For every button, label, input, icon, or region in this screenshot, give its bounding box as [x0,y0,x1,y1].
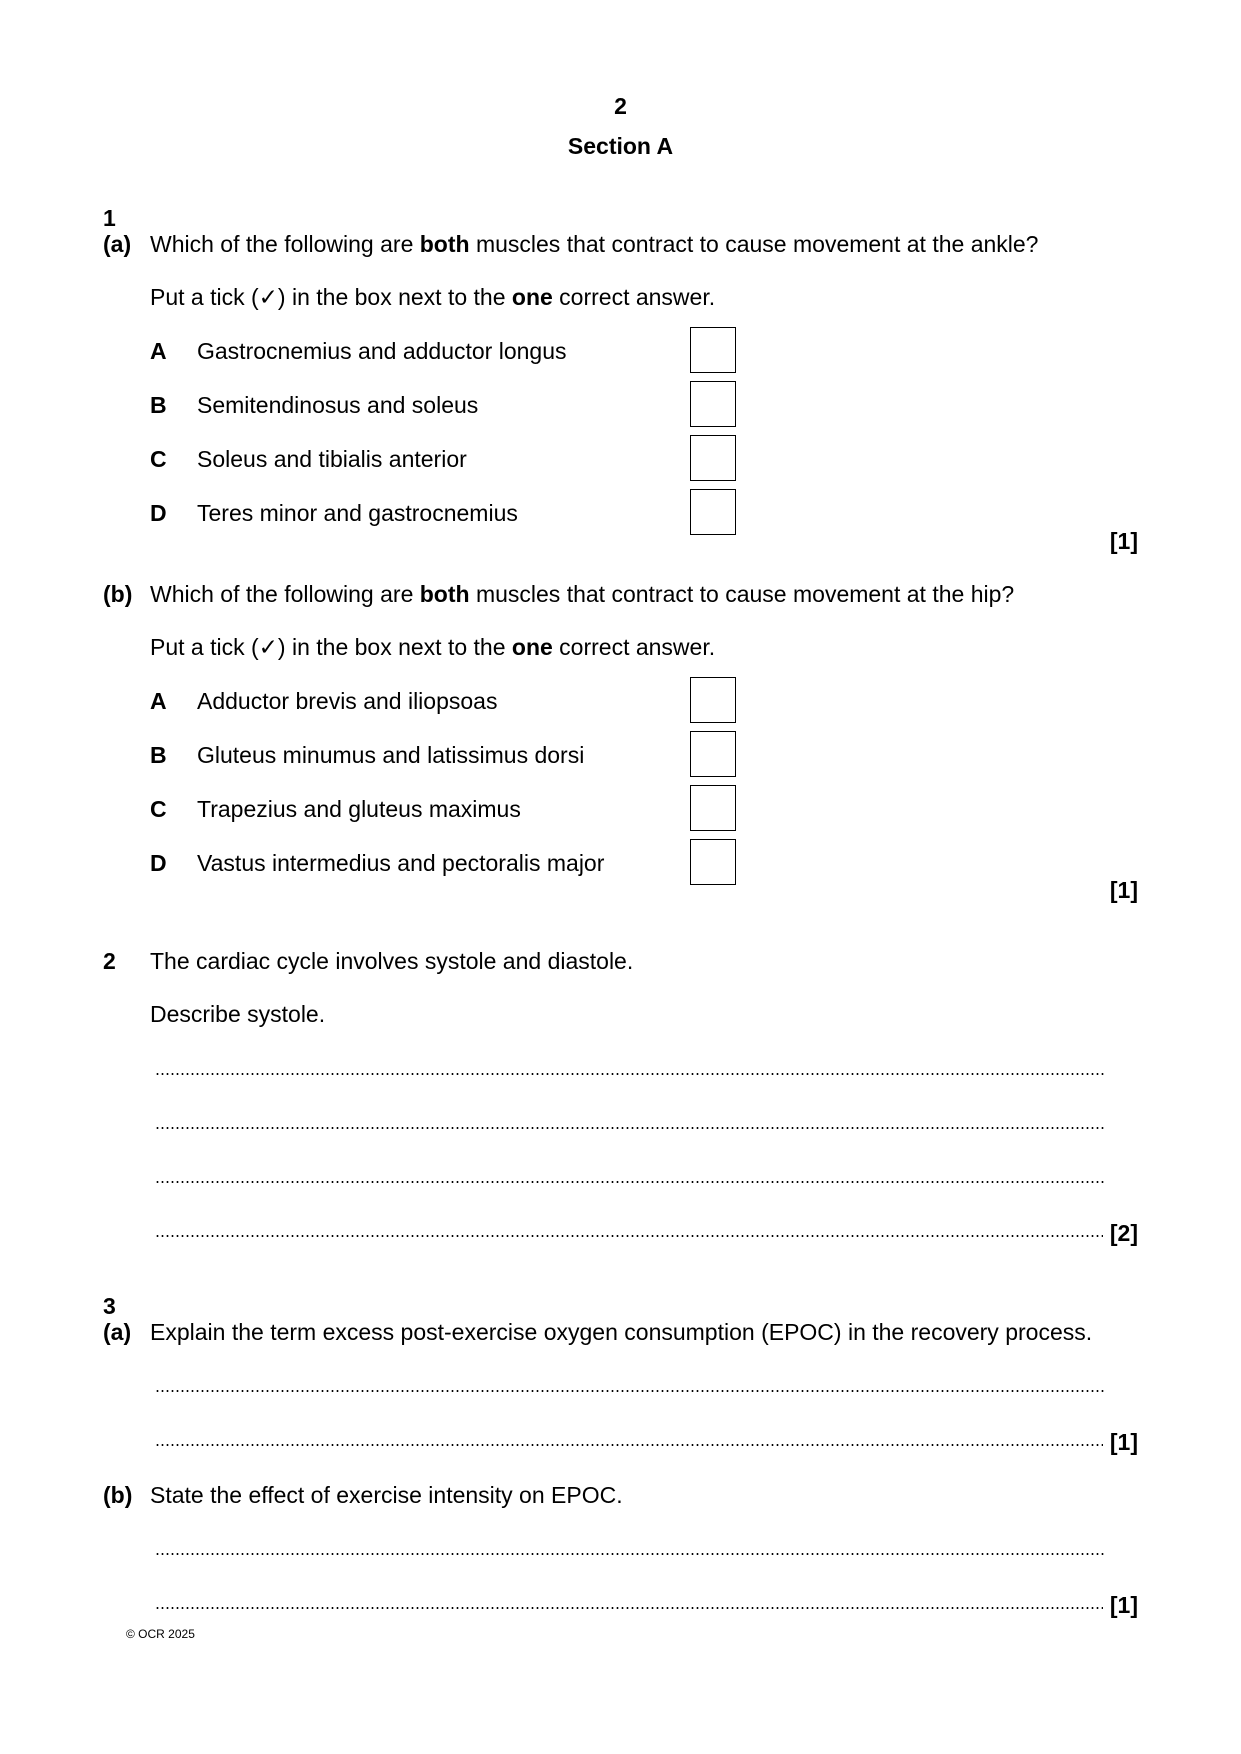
answer-checkbox-1a-c[interactable] [690,435,736,481]
answer-line[interactable] [155,1606,1103,1610]
question-stem-1b: Which of the following are both muscles that contract to cause movement at the hip? [150,581,1015,607]
question-number-2: 2 [103,948,116,974]
part-label-3b: (b) [103,1482,133,1508]
option-letter: C [150,446,167,472]
marks-2: [2] [1109,1220,1138,1246]
answer-line[interactable] [155,1180,1105,1184]
question-prompt-2: Describe systole. [150,1001,326,1027]
answer-checkbox-1b-d[interactable] [690,839,736,885]
option-text: Vastus intermedius and pectoralis major [197,850,605,876]
marks-1a: [1] [1109,528,1138,554]
page-number: 2 [614,93,627,119]
answer-line[interactable] [155,1234,1103,1238]
copyright-footer: © OCR 2025 [126,1627,195,1641]
option-letter: B [150,392,167,418]
option-text: Soleus and tibialis anterior [197,446,467,472]
answer-checkbox-1a-a[interactable] [690,327,736,373]
instruction-1a: Put a tick (✓) in the box next to the one correct answer. [150,284,716,310]
option-text: Semitendinosus and soleus [197,392,479,418]
option-letter: B [150,742,167,768]
part-label-1a: (a) [103,231,132,257]
option-letter: D [150,500,167,526]
option-text: Gluteus minumus and latissimus dorsi [197,742,585,768]
marks-3b: [1] [1109,1592,1138,1618]
part-label-1b: (b) [103,581,133,607]
option-text: Teres minor and gastrocnemius [197,500,518,526]
answer-line[interactable] [155,1389,1105,1393]
question-number-3: 3 [103,1293,116,1319]
option-letter: A [150,338,167,364]
question-stem-3b: State the effect of exercise intensity on EPOC. [150,1482,623,1508]
answer-line[interactable] [155,1126,1105,1130]
answer-checkbox-1b-a[interactable] [690,677,736,723]
option-text: Trapezius and gluteus maximus [197,796,521,822]
option-letter: D [150,850,167,876]
option-letter: C [150,796,167,822]
option-text: Adductor brevis and iliopsoas [197,688,498,714]
part-label-3a: (a) [103,1319,132,1345]
question-stem-3a: Explain the term excess post-exercise oxygen consumption (EPOC) in the recovery process. [150,1319,1093,1345]
option-letter: A [150,688,167,714]
answer-checkbox-1b-c[interactable] [690,785,736,831]
answer-checkbox-1b-b[interactable] [690,731,736,777]
answer-line[interactable] [155,1552,1105,1556]
question-stem-1a: Which of the following are both muscles that contract to cause movement at the ankle? [150,231,1039,257]
marks-3a: [1] [1109,1429,1138,1455]
answer-line[interactable] [155,1072,1105,1076]
marks-1b: [1] [1109,877,1138,903]
answer-checkbox-1a-b[interactable] [690,381,736,427]
instruction-1b: Put a tick (✓) in the box next to the one correct answer. [150,634,716,660]
question-number-1: 1 [103,205,116,231]
answer-checkbox-1a-d[interactable] [690,489,736,535]
answer-line[interactable] [155,1443,1103,1447]
question-stem-2: The cardiac cycle involves systole and diastole. [150,948,634,974]
option-text: Gastrocnemius and adductor longus [197,338,567,364]
section-title: Section A [567,133,674,159]
